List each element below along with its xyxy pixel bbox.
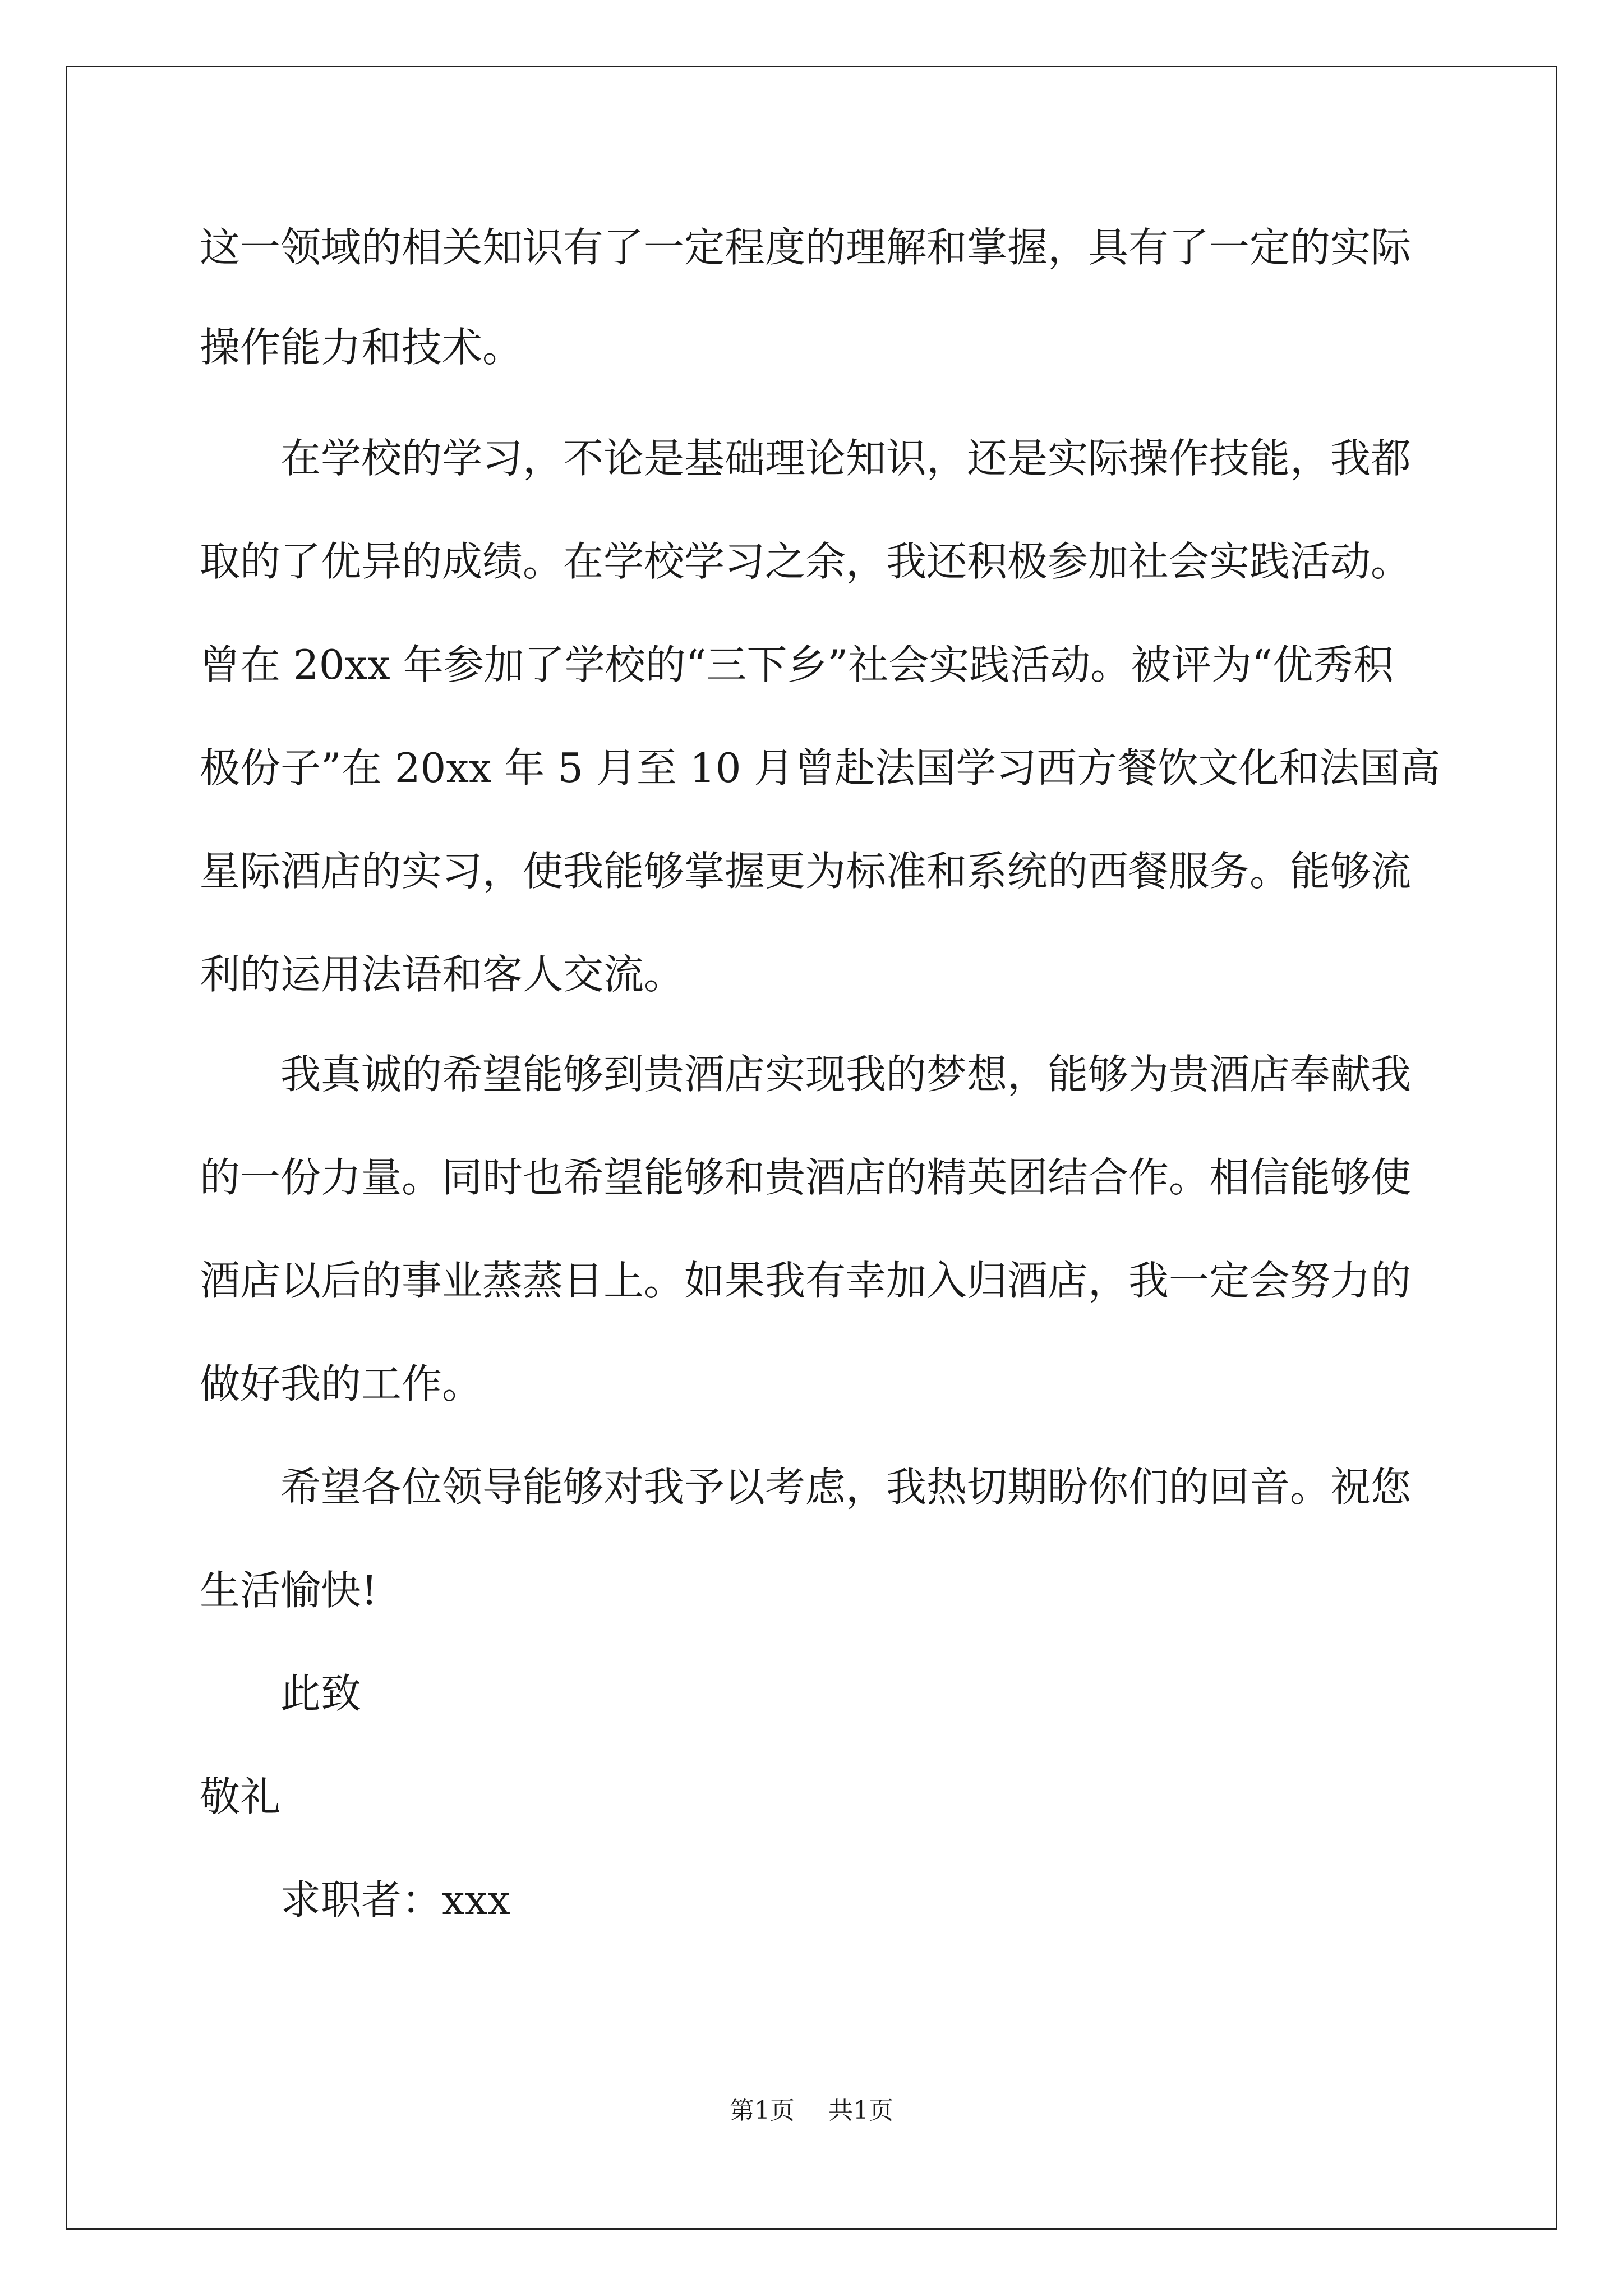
body-line: 生活愉快! xyxy=(200,1567,377,1614)
body-line: 酒店以后的事业蒸蒸日上。如果我有幸加入归酒店，我一定会努力的 xyxy=(200,1257,1412,1304)
body-line: 星际酒店的实习，使我能够掌握更为标准和系统的西餐服务。能够流 xyxy=(200,848,1412,895)
body-line: 曾在 20xx 年参加了学校的“三下乡”社会实践活动。被评为“优秀积 xyxy=(200,641,1394,688)
paragraph-first-line: 我真诚的希望能够到贵酒店实现我的梦想，能够为贵酒店奉献我 xyxy=(280,1051,1412,1098)
body-line: 做好我的工作。 xyxy=(200,1360,483,1407)
page-footer xyxy=(0,2097,1623,2125)
closing-salutation: 此致 xyxy=(280,1670,362,1717)
paragraph-first-line: 希望各位领导能够对我予以考虑，我热切期盼你们的回音。祝您 xyxy=(280,1464,1412,1511)
applicant-signature: 求职者：xxx xyxy=(280,1876,510,1924)
body-line: 极份子”在 20xx 年 5 月至 10 月曾赴法国学习西方餐饮文化和法国高 xyxy=(200,744,1441,792)
page-number: 第1页 xyxy=(730,2096,795,2125)
body-line: 取的了优异的成绩。在学校学习之余，我还积极参加社会实践活动。 xyxy=(200,538,1412,585)
body-line: 操作能力和技术。 xyxy=(200,324,523,371)
page-total: 共1页 xyxy=(828,2096,893,2125)
paragraph-first-line: 在学校的学习，不论是基础理论知识，还是实际操作技能，我都 xyxy=(280,435,1412,482)
body-line: 利的运用法语和客人交流。 xyxy=(200,951,685,998)
closing-regards: 敬礼 xyxy=(200,1773,281,1820)
body-line: 的一份力量。同时也希望能够和贵酒店的精英团结合作。相信能够使 xyxy=(200,1154,1412,1201)
body-line: 这一领域的相关知识有了一定程度的理解和掌握，具有了一定的实际 xyxy=(200,224,1412,271)
